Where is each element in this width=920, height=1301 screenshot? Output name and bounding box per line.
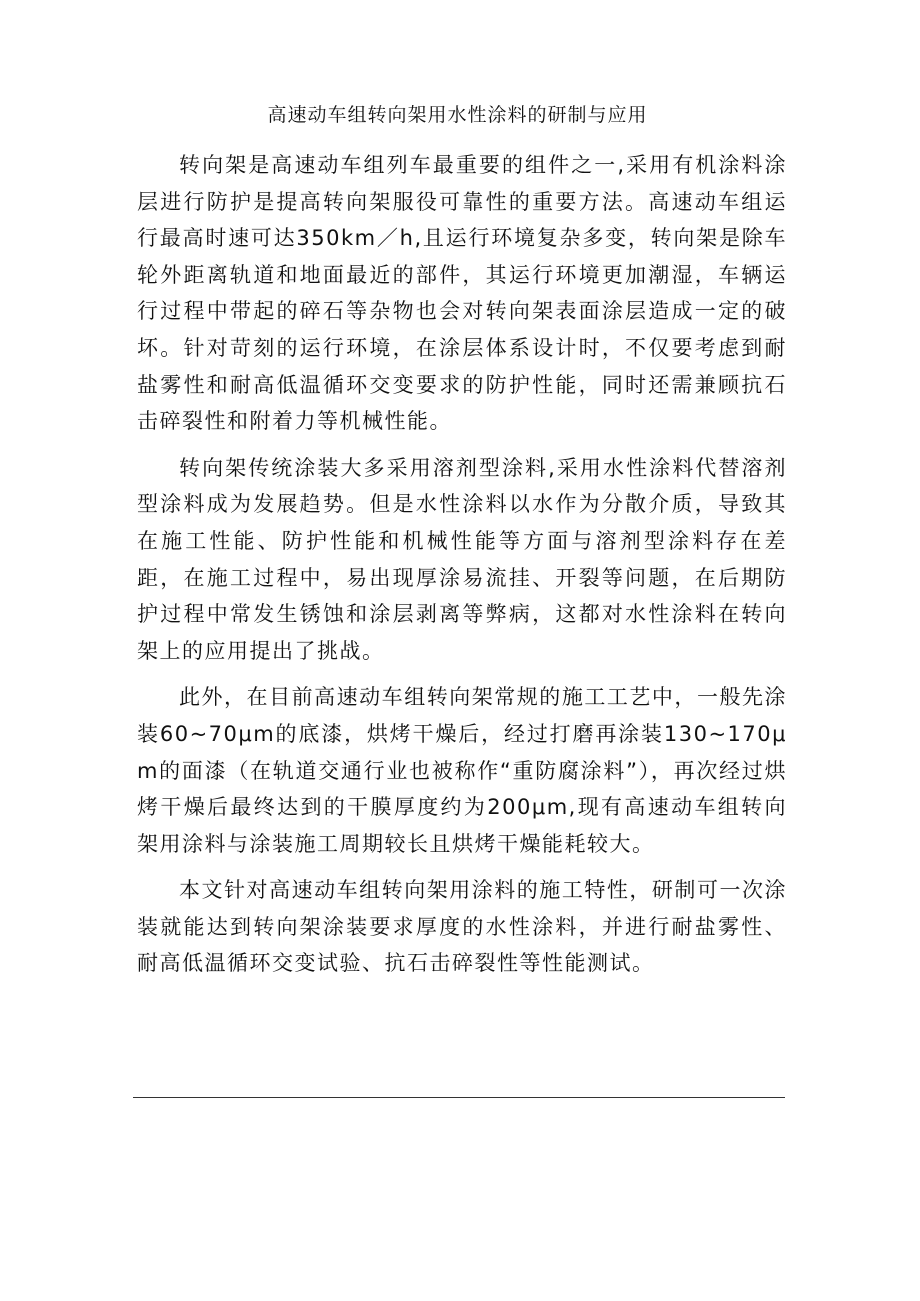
document-title: 高速动车组转向架用水性涂料的研制与应用 bbox=[267, 104, 648, 126]
paragraph-1: 转向架是高速动车组列车最重要的组件之一,采用有机涂料涂层进行防护是提高转向架服役可靠性的重要方法。高速动车组运行最高时速可达350km／h,且运行环境复杂多变，转向架是除车轮外距离轨道和地面最近的部件，其运行环境更加潮湿，车辆运行过程中带起的碎石等杂物也会对转向架表面涂层造成一定的破坏。针对苛刻的运行环境，在涂层体系设计时，不仅要考虑到耐盐雾性和耐高低温循环交变要求的防护性能，同时还需兼顾抗石击碎裂性和附着力等机械性能。 bbox=[137, 153, 787, 434]
paragraph-3: 此外，在目前高速动车组转向架常规的施工工艺中，一般先涂装60~70μm的底漆，烘烤干燥后，经过打磨再涂装130~170μm的面漆（在轨道交通行业也被称作“重防腐涂料”），再次经过烘烤干燥后最终达到的干膜厚度约为200μm,现有高速动车组转向架用涂料与涂装施工周期较长且烘烤干燥能耗较大。 bbox=[137, 685, 787, 856]
paragraph-2: 转向架传统涂装大多采用溶剂型涂料,采用水性涂料代替溶剂型涂料成为发展趋势。但是水性涂料以水作为分散介质，导致其在施工性能、防护性能和机械性能等方面与溶剂型涂料存在差距，在施工过程中，易出现厚涂易流挂、开裂等问题，在后期防护过程中常发生锈蚀和涂层剥离等弊病，这都对水性涂料在转向架上的应用提出了挑战。 bbox=[137, 455, 787, 663]
paragraph-4: 本文针对高速动车组转向架用涂料的施工特性，研制可一次涂装就能达到转向架涂装要求厚度的水性涂料，并进行耐盐雾性、耐高低温循环交变试验、抗石击碎裂性等性能测试。 bbox=[137, 878, 787, 976]
bottom-divider bbox=[133, 1097, 785, 1098]
document-body bbox=[137, 147, 787, 992]
